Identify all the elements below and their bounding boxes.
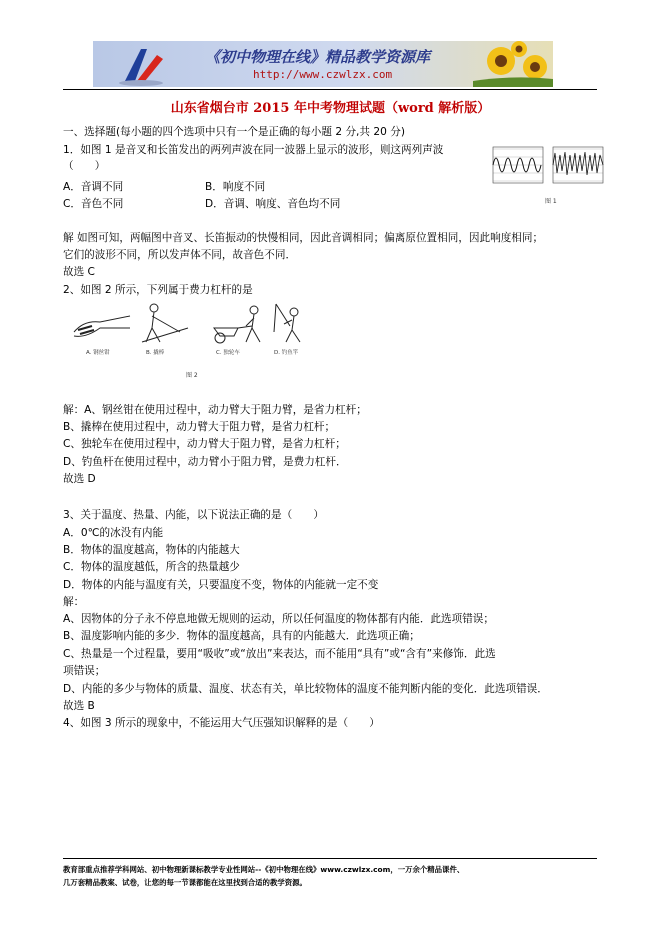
- figure-2-caption-b: B. 撬棒: [146, 350, 165, 356]
- figure-2-caption-d: D. 钓鱼竿: [274, 350, 299, 356]
- footer-rule: [63, 858, 597, 859]
- q2-solution-line-1: 解：A、钢丝钳在使用过程中，动力臂大于阻力臂，是省力杠杆；: [63, 404, 367, 416]
- banner-url: http://www.czwlzx.com: [253, 68, 393, 81]
- header-rule: [63, 89, 597, 90]
- q3-answer: 故选 B: [63, 700, 95, 712]
- q3-option-d: D．物体的内能与温度有关，只要温度不变，物体的内能就一定不变: [63, 579, 379, 591]
- q3-solution-line-d: D、内能的多少与物体的质量、温度、状态有关，单比较物体的温度不能判断内能的变化．此选项错误．: [63, 683, 548, 695]
- q3-option-b: B．物体的温度越高，物体的内能越大: [63, 544, 240, 556]
- q1-option-a: A．音调不同: [63, 181, 124, 193]
- q1-option-c: C．音色不同: [63, 198, 124, 210]
- section-heading: 一、选择题(每小题的四个选项中只有一个是正确的每小题 2 分,共 20 分): [63, 126, 405, 138]
- figure-1-label: 图 1: [545, 198, 557, 205]
- q3-solution-line-a: A、因物体的分子永不停息地做无规则的运动，所以任何温度的物体都有内能．此选项错误；: [63, 613, 494, 625]
- q1-paren: （ ）: [63, 160, 106, 172]
- q2-stem: 2、如图 2 所示，下列属于费力杠杆的是: [63, 284, 253, 296]
- sunflower-icon: [473, 41, 553, 87]
- q2-solution-line-4: D、钓鱼杆在使用过程中，动力臂小于阻力臂，是费力杠杆．: [63, 456, 347, 468]
- figure-2-illustrations: [70, 302, 330, 357]
- site-logo-icon: [111, 41, 191, 87]
- banner-title: 《初中物理在线》精品教学资源库: [205, 48, 431, 66]
- figure-2-caption-a: A. 钢丝钳: [86, 350, 110, 356]
- footer-line-1: 教育部重点推荐学科网站、初中物理新课标教学专业性网站--《初中物理在线》www.czwlzx.com，一万余个精品课件、: [63, 865, 465, 874]
- q2-answer: 故选 D: [63, 473, 96, 485]
- figure-2-label: 图 2: [186, 372, 198, 379]
- figure-2-caption-c: C. 独轮车: [216, 350, 240, 356]
- q3-solution-line-c-cont: 项错误；: [63, 665, 106, 677]
- q1-option-d: D．音调、响度、音色均不同: [205, 198, 341, 210]
- q3-stem: 3、关于温度、热量、内能，以下说法正确的是（ ）: [63, 509, 324, 521]
- figure-1-waveforms: [491, 143, 606, 193]
- q3-option-c: C．物体的温度越低，所含的热量越少: [63, 561, 240, 573]
- footer-line-2: 几万套精品教案、试卷，让您的每一节课都能在这里找到合适的教学资源。: [63, 878, 307, 887]
- q3-solution-line-c: C、热量是一个过程量，要用“吸收”或“放出”来表达，而不能用“具有”或“含有”来修饰．此选: [63, 648, 496, 660]
- q3-option-a: A．0℃的冰没有内能: [63, 527, 164, 539]
- q4-stem: 4、如图 3 所示的现象中，不能运用大气压强知识解释的是（ ）: [63, 717, 380, 729]
- q2-solution-line-3: C、独轮车在使用过程中，动力臂大于阻力臂，是省力杠杆；: [63, 438, 346, 450]
- q1-solution-line-1: 解 如图可知，两幅图中音叉、长笛振动的快慢相同，因此音调相同；偏离原位置相同，因此响度相同；: [63, 232, 544, 244]
- header-banner: [93, 41, 553, 87]
- q1-solution-line-2: 它们的波形不同，所以发声体不同，故音色不同．: [63, 249, 297, 261]
- q2-solution-line-2: B、撬棒在使用过程中，动力臂大于阻力臂，是省力杠杆；: [63, 421, 336, 433]
- q1-answer: 故选 C: [63, 266, 95, 278]
- q1-stem: 1．如图 1 是音叉和长笛发出的两列声波在同一波器上显示的波形，则这两列声波: [63, 144, 444, 156]
- document-title: 山东省烟台市 2015 年中考物理试题（word 解析版）: [170, 101, 491, 116]
- q3-solution-intro: 解：: [63, 596, 85, 608]
- q1-option-b: B．响度不同: [205, 181, 266, 193]
- q3-solution-line-b: B、温度影响内能的多少．物体的温度越高，具有的内能越大．此选项正确；: [63, 630, 420, 642]
